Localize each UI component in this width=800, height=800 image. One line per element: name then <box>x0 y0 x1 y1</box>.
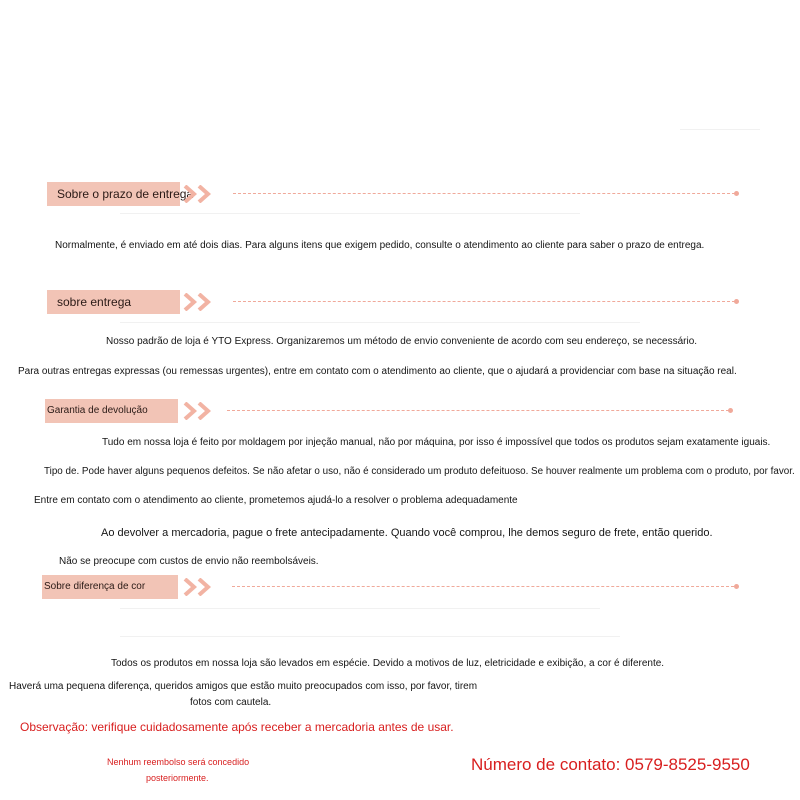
section-title: Sobre o prazo de entrega <box>47 182 180 206</box>
double-chevron-right-icon <box>183 293 223 311</box>
section-title: sobre entrega <box>47 290 180 314</box>
double-chevron-right-icon <box>183 185 223 203</box>
dashed-divider <box>233 301 735 302</box>
paragraph-line: Tipo de. Pode haver alguns pequenos defeitos. Se não afetar o uso, não é considerado um produto defeituoso. Se houver realmente um problema com o produto, por favor. <box>44 466 795 477</box>
refund-note-line: Nenhum reembolso será concedido <box>107 757 250 767</box>
divider-dot <box>734 191 739 196</box>
double-chevron-right-icon <box>183 402 223 420</box>
dashed-divider <box>232 586 734 587</box>
refund-note-line: posteriormente. <box>146 773 209 783</box>
paragraph-line: Ao devolver a mercadoria, pague o frete antecipadamente. Quando você comprou, lhe demos seguro de frete, então querido. <box>101 527 713 539</box>
section-title: Garantia de devolução <box>45 399 178 423</box>
divider-dot <box>734 299 739 304</box>
faint-stroke <box>680 129 760 130</box>
faint-stroke <box>120 213 580 214</box>
paragraph-line: Não se preocupe com custos de envio não reembolsáveis. <box>59 556 319 567</box>
double-chevron-right-icon <box>183 578 223 596</box>
section-header-color-difference <box>42 575 740 599</box>
paragraph-line: Todos os produtos em nossa loja são levados em espécie. Devido a motivos de luz, eletricidade e exibição, a cor é diferente. <box>111 658 665 669</box>
paragraph-line: Tudo em nossa loja é feito por moldagem por injeção manual, não por máquina, por isso é impossível que todos os produtos sejam exatamente iguais. <box>102 437 771 448</box>
faint-stroke <box>120 608 600 609</box>
contact-number: Número de contato: 0579-8525-9550 <box>471 755 750 774</box>
section-title: Sobre diferença de cor <box>42 575 178 599</box>
section-header-shipping <box>47 290 740 314</box>
divider-dot <box>728 408 733 413</box>
dashed-divider <box>227 410 729 411</box>
section-header-return-guarantee <box>45 399 738 423</box>
paragraph-line: fotos com cautela. <box>190 697 272 708</box>
notice-text: Observação: verifique cuidadosamente após receber a mercadoria antes de usar. <box>20 720 454 734</box>
section-header-delivery-time <box>47 182 740 206</box>
paragraph-line: Haverá uma pequena diferença, queridos amigos que estão muito preocupados com isso, por favor, tirem <box>9 681 478 692</box>
divider-dot <box>734 584 739 589</box>
dashed-divider <box>233 193 735 194</box>
paragraph-line: Para outras entregas expressas (ou remessas urgentes), entre em contato com o atendimento ao cliente, que o ajudará a providenciar com base na situação real. <box>18 366 737 377</box>
paragraph-line: Entre em contato com o atendimento ao cliente, prometemos ajudá-lo a resolver o problema adequadamente <box>34 495 518 506</box>
paragraph-line: Nosso padrão de loja é YTO Express. Organizaremos um método de envio conveniente de acordo com seu endereço, se necessário. <box>106 336 698 347</box>
paragraph-line: Normalmente, é enviado em até dois dias. Para alguns itens que exigem pedido, consulte o atendimento ao cliente para saber o prazo de entrega. <box>55 240 705 251</box>
faint-stroke <box>120 322 640 323</box>
faint-stroke <box>120 636 620 637</box>
